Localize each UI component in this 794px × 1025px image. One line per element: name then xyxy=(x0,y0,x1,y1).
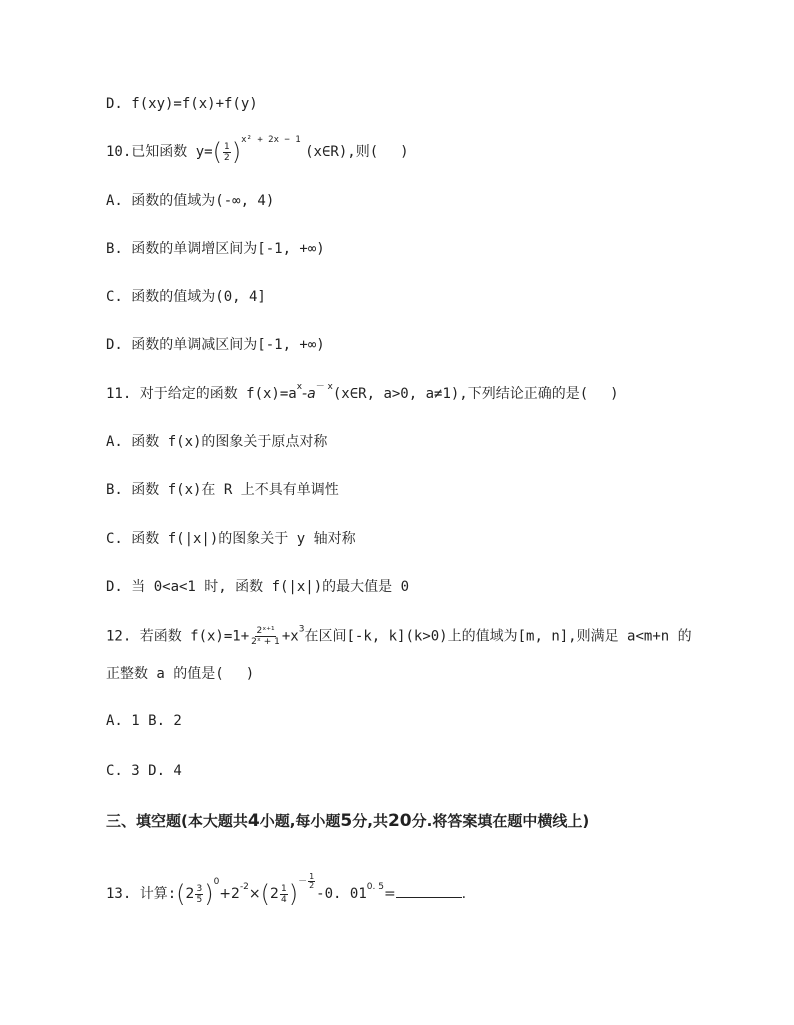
section3-n2: 5 xyxy=(340,811,353,831)
q12-mid: +x xyxy=(281,628,299,645)
q10-option-b: B. 函数的单调增区间为[-1, +∞) xyxy=(106,241,325,257)
q12-close: ) xyxy=(245,666,255,682)
q10-base-fraction xyxy=(223,142,231,163)
q11-suffix: (x∈R, a>0, a≠1),下列结论正确的是( xyxy=(332,386,589,402)
q11-mid: -a xyxy=(302,386,316,402)
section3-part4: 分.将答案填在题中横线上) xyxy=(411,812,590,830)
answer-blank[interactable] xyxy=(396,883,462,898)
section3-n3: 20 xyxy=(387,811,412,831)
q13-prefix: 13. 计算: xyxy=(106,886,177,902)
question-12-line2 xyxy=(106,665,254,683)
q11-option-d: D. 当 0<a<1 时, 函数 f(|x|)的最大值是 0 xyxy=(106,579,410,595)
q12-suffix: 在区间[-k, k](k>0)上的值域为[m, n],则满足 a<m+n 的 xyxy=(304,628,692,645)
q12-prefix: 12. 若函数 f(x)=1+ xyxy=(106,628,250,645)
question-12 xyxy=(106,626,692,647)
q11-sup1: x xyxy=(296,382,303,392)
q11-prefix: 11. 对于给定的函数 f(x)=a xyxy=(106,386,297,402)
q10-base-num: 1 xyxy=(223,141,230,152)
q10-option-a: A. 函数的值域为(-∞, 4) xyxy=(106,193,275,209)
q11-option-b: B. 函数 f(x)在 R 上不具有单调性 xyxy=(106,482,339,498)
q13-mid1: +2 xyxy=(219,886,240,902)
question-13: 13. 计算:( 2 $\frac{3}{5}$ )$^0+2^{-2}\times$( 2 $\frac{1}{4}$ )$^{- \frac{1}{2}}$ -0. $01^{0. 5}=$ . xyxy=(106,872,467,908)
q13-exp05: 0. 5 xyxy=(366,882,384,892)
q10-close: ) xyxy=(400,144,409,160)
q12-sup: 3 xyxy=(298,624,305,635)
left-paren: ( xyxy=(212,138,222,166)
q13-mixed-1: 2 $\frac{3}{5}$ xyxy=(185,883,203,905)
q10-exponent: x² + 2x − 1 xyxy=(241,135,301,145)
q13-end: . xyxy=(461,886,467,902)
section-3-heading xyxy=(106,812,589,830)
question-11 xyxy=(106,382,619,403)
q12-frac-den: 2ˣ + 1 xyxy=(251,637,280,647)
q13-exp-neg2: -2 xyxy=(239,882,249,892)
q13-exp0: 0 xyxy=(213,877,220,887)
q12-line2: 正整数 a 的值是( xyxy=(106,666,224,682)
q13-exp-half: － 1 2 xyxy=(298,872,315,890)
q11-sup2: － x xyxy=(315,382,333,392)
section3-n1: 4 xyxy=(247,811,260,831)
section3-part1: 三、填空题(本大题共 xyxy=(106,812,248,830)
q13-eq: = xyxy=(383,886,396,902)
q11-close: ) xyxy=(610,386,619,402)
q12-fraction xyxy=(250,626,281,647)
q12-frac-num: 2ˣ⁺¹ xyxy=(256,626,275,636)
q10-prefix: 10.已知函数 y= xyxy=(106,144,213,160)
q12-options-cd: C. 3 D. 4 xyxy=(106,763,182,779)
q11-option-a: A. 函数 f(x)的图象关于原点对称 xyxy=(106,434,328,450)
q13-times: × xyxy=(248,886,261,902)
q10-suffix: (x∈R),则( xyxy=(305,144,379,160)
q10-option-c: C. 函数的值域为(0, 4] xyxy=(106,289,266,305)
q12-options-ab: A. 1 B. 2 xyxy=(106,713,182,729)
q13-mixed-2: 2 $\frac{1}{4}$ xyxy=(270,883,287,905)
q9-option-d: D. f(xy)=f(x)+f(y) xyxy=(106,96,258,112)
section3-part2: 小题,每小题 xyxy=(259,812,341,830)
q11-option-c: C. 函数 f(|x|)的图象关于 y 轴对称 xyxy=(106,531,356,547)
right-paren: ) xyxy=(231,138,242,166)
question-10 xyxy=(106,135,409,166)
q10-option-d: D. 函数的单调减区间为[-1, +∞) xyxy=(106,337,325,353)
q13-mid2: -0. 01 xyxy=(316,886,367,902)
q10-base-den: 2 xyxy=(223,152,230,163)
section3-part3: 分,共 xyxy=(352,812,388,830)
